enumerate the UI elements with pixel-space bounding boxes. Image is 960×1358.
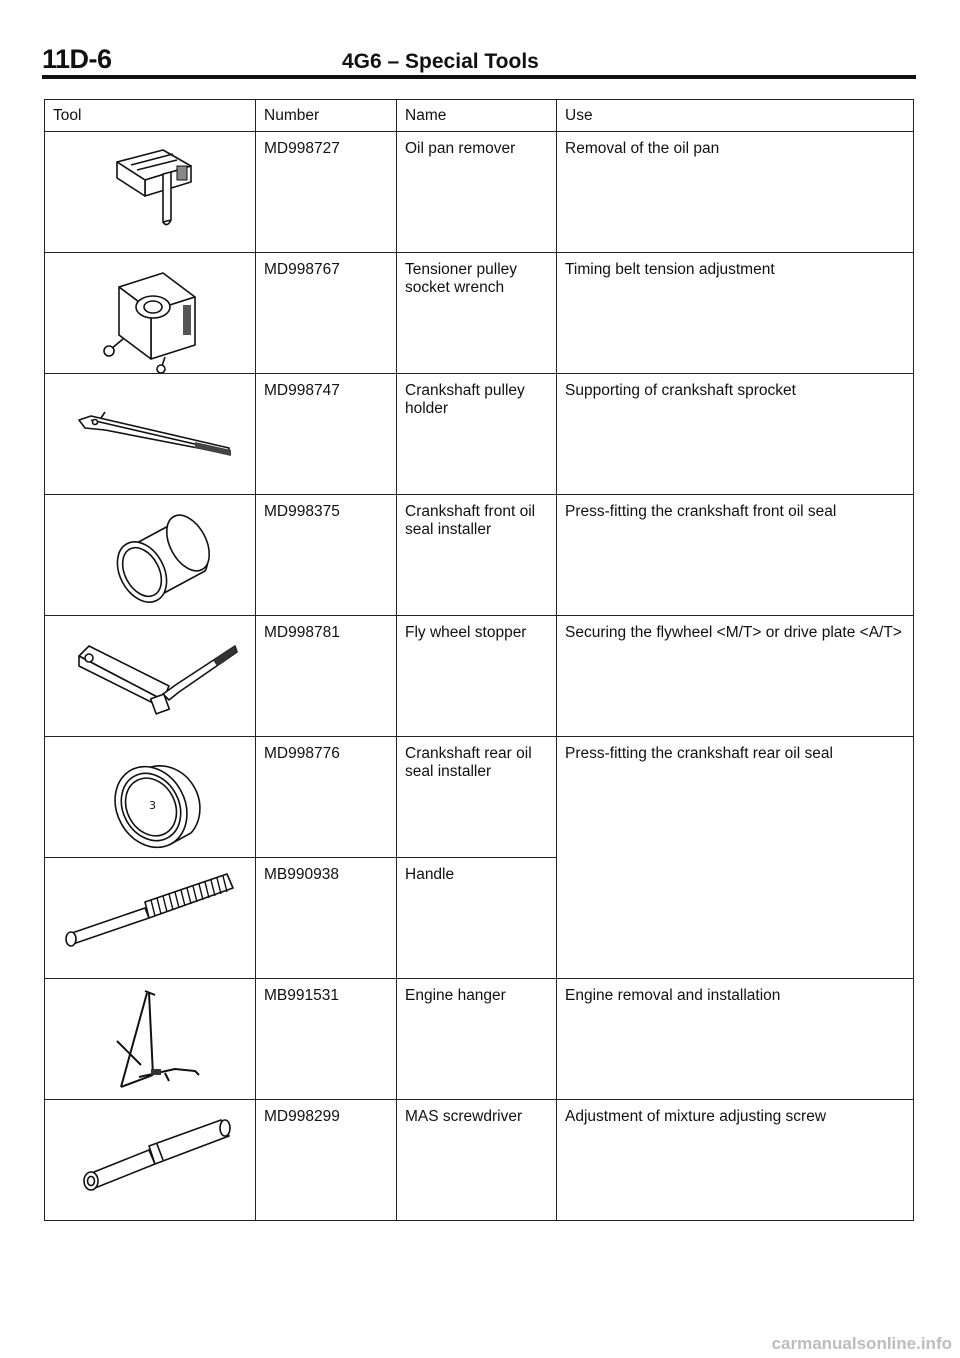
- column-header-name: Name: [397, 100, 557, 132]
- tool-number: MD998299: [256, 1100, 397, 1221]
- tool-use: Securing the flywheel <M/T> or drive plate <A/T>: [557, 616, 914, 737]
- page-number: 11D-6: [42, 44, 112, 74]
- column-header-tool: Tool: [45, 100, 256, 132]
- tool-name: Fly wheel stopper: [397, 616, 557, 737]
- table-row: [45, 979, 914, 1100]
- tool-illustration-cell: [45, 495, 256, 616]
- tool-name: Crankshaft pulley holder: [397, 374, 557, 495]
- flywheel-stopper-icon: [45, 616, 255, 736]
- tool-name: Crankshaft rear oil seal installer: [397, 737, 557, 858]
- tool-illustration-cell: [45, 858, 256, 979]
- table-row: [45, 132, 914, 253]
- table-row: [45, 253, 914, 374]
- tensioner-pulley-socket-wrench-icon: [45, 253, 255, 373]
- engine-hanger-icon: [45, 979, 255, 1099]
- tool-use: Press-fitting the crankshaft rear oil seal: [557, 737, 914, 979]
- tool-name: MAS screwdriver: [397, 1100, 557, 1221]
- tool-name: Oil pan remover: [397, 132, 557, 253]
- tool-illustration-cell: [45, 1100, 256, 1221]
- table-header-row: [45, 100, 914, 132]
- handle-icon: [45, 858, 255, 978]
- tool-number: MD998747: [256, 374, 397, 495]
- tool-illustration-cell: [45, 253, 256, 374]
- watermark: carmanualsonline.info: [771, 1334, 952, 1353]
- tool-use: Adjustment of mixture adjusting screw: [557, 1100, 914, 1221]
- tool-illustration-cell: [45, 737, 256, 858]
- tool-use: Engine removal and installation: [557, 979, 914, 1100]
- tool-number: MB990938: [256, 858, 397, 979]
- oil-pan-remover-icon: [45, 132, 255, 252]
- tool-illustration-cell: [45, 132, 256, 253]
- tool-number: MD998767: [256, 253, 397, 374]
- tool-number: MD998776: [256, 737, 397, 858]
- tool-number: MB991531: [256, 979, 397, 1100]
- crankshaft-pulley-holder-icon: [45, 374, 255, 494]
- column-header-use: Use: [557, 100, 914, 132]
- tool-illustration-cell: [45, 374, 256, 495]
- tool-number: MD998375: [256, 495, 397, 616]
- page-header: [42, 44, 916, 78]
- header-rule: [42, 75, 916, 79]
- front-oil-seal-installer-icon: [45, 495, 255, 615]
- tool-name: Handle: [397, 858, 557, 979]
- tool-name: Tensioner pulley socket wrench: [397, 253, 557, 374]
- column-header-number: Number: [256, 100, 397, 132]
- tool-illustration-cell: [45, 979, 256, 1100]
- table-row: [45, 616, 914, 737]
- table-row: [45, 495, 914, 616]
- special-tools-table: [44, 99, 914, 1221]
- table-row: [45, 374, 914, 495]
- table-row: [45, 1100, 914, 1221]
- mas-screwdriver-icon: [45, 1100, 255, 1220]
- table-row: [45, 737, 914, 858]
- page-title: 4G6 – Special Tools: [342, 50, 539, 73]
- svg-text:3: 3: [149, 799, 156, 812]
- tool-number: MD998781: [256, 616, 397, 737]
- rear-oil-seal-installer-icon: [45, 737, 255, 857]
- tool-illustration-cell: [45, 616, 256, 737]
- tool-use: Timing belt tension adjustment: [557, 253, 914, 374]
- tool-number: MD998727: [256, 132, 397, 253]
- tool-name: Engine hanger: [397, 979, 557, 1100]
- tool-use: Removal of the oil pan: [557, 132, 914, 253]
- tool-use: Press-fitting the crankshaft front oil seal: [557, 495, 914, 616]
- tool-name: Crankshaft front oil seal installer: [397, 495, 557, 616]
- tool-use: Supporting of crankshaft sprocket: [557, 374, 914, 495]
